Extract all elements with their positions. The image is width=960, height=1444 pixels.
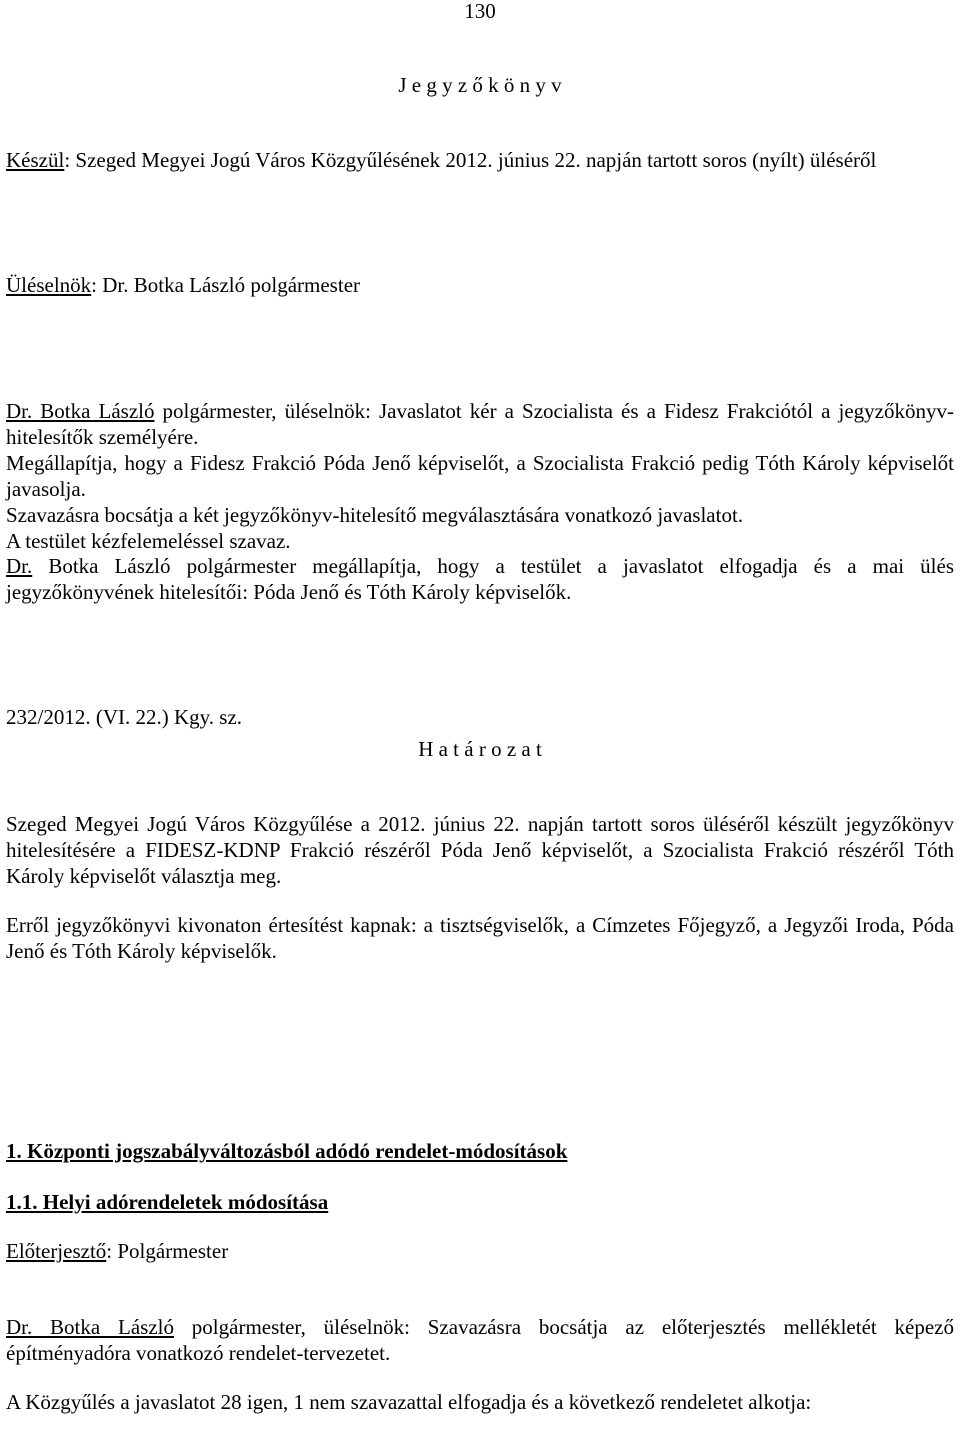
proceedings-paragraph-1: [6, 398, 954, 450]
chair-text: : Dr. Botka László polgármester: [91, 273, 361, 297]
proceedings-paragraph-5: [6, 553, 954, 605]
chair-line: [6, 272, 954, 298]
paragraph-text: Botka László polgármester megállapítja, hogy a testület a javaslatot elfogadja és a mai ülés jegyzőkönyvének hitelesítői: Póda Jenő és Tóth Károly képviselők.: [6, 554, 954, 604]
resolution-paragraph-2: Erről jegyzőkönyvi kivonaton értesítést kapnak: a tisztségviselők, a Címzetes Főjegyző, a Jegyzői Iroda, Póda Jenő és Tóth Károly képviselők.: [6, 913, 954, 963]
presenter-line: [6, 1238, 954, 1264]
speaker-name: Dr. Botka László: [6, 1315, 174, 1339]
section-heading: 1. Központi jogszabályváltozásból adódó rendelet-módosítások: [6, 1139, 568, 1163]
made-label: Készül: [6, 148, 65, 172]
proceedings-paragraph-2: Megállapítja, hogy a Fidesz Frakció Póda Jenő képviselőt, a Szocialista Frakció pedig Tóth Károly képviselőt javasolja.: [6, 451, 954, 501]
paragraph-text: polgármester, üléselnök: Javaslatot kér a Szocialista és a Fidesz Frakciótól a jegyzőkönyv-hitelesítők személyére.: [6, 399, 954, 449]
chair-label: Üléselnök: [6, 273, 92, 297]
resolution-number: 232/2012. (VI. 22.) Kgy. sz.: [6, 705, 243, 729]
section-paragraph-2: A Közgyűlés a javaslatot 28 igen, 1 nem szavazattal elfogadja és a következő rendeletet alkotja:: [6, 1390, 812, 1414]
document-title: J e g y z ő k ö n y v: [398, 73, 562, 97]
resolution-paragraph-1: Szeged Megyei Jogú Város Közgyűlése a 2012. június 22. napján tartott soros üléséről készült jegyzőkönyv hitelesítésére a FIDESZ-KDNP Frakció részéről Póda Jenő képviselőt, a Szocialista Frakció részéről Tóth Károly képviselőt választja meg.: [6, 812, 954, 888]
presenter-text: : Polgármester: [106, 1239, 229, 1263]
paragraph-text: polgármester, üléselnök: Szavazásra bocsátja az előterjesztés mellékletét képező építményadóra vonatkozó rendelet-tervezetet.: [6, 1315, 954, 1365]
proceedings-paragraph-3: Szavazásra bocsátja a két jegyzőkönyv-hitelesítő megválasztására vonatkozó javaslatot.: [6, 503, 744, 527]
section-paragraph-1: [6, 1314, 954, 1366]
proceedings-paragraph-4: A testület kézfelemeléssel szavaz.: [6, 529, 291, 553]
speaker-name: Dr. Botka László: [6, 399, 155, 423]
made-line: [6, 147, 954, 173]
page-number: 130: [464, 0, 496, 23]
speaker-name: Dr.: [6, 554, 33, 578]
presenter-label: Előterjesztő: [6, 1239, 107, 1263]
subsection-heading: 1.1. Helyi adórendeletek módosítása: [6, 1190, 329, 1214]
resolution-title: H a t á r o z a t: [418, 737, 542, 761]
made-text: : Szeged Megyei Jogú Város Közgyűlésének 2012. június 22. napján tartott soros (nyílt) üléséről: [64, 148, 877, 172]
